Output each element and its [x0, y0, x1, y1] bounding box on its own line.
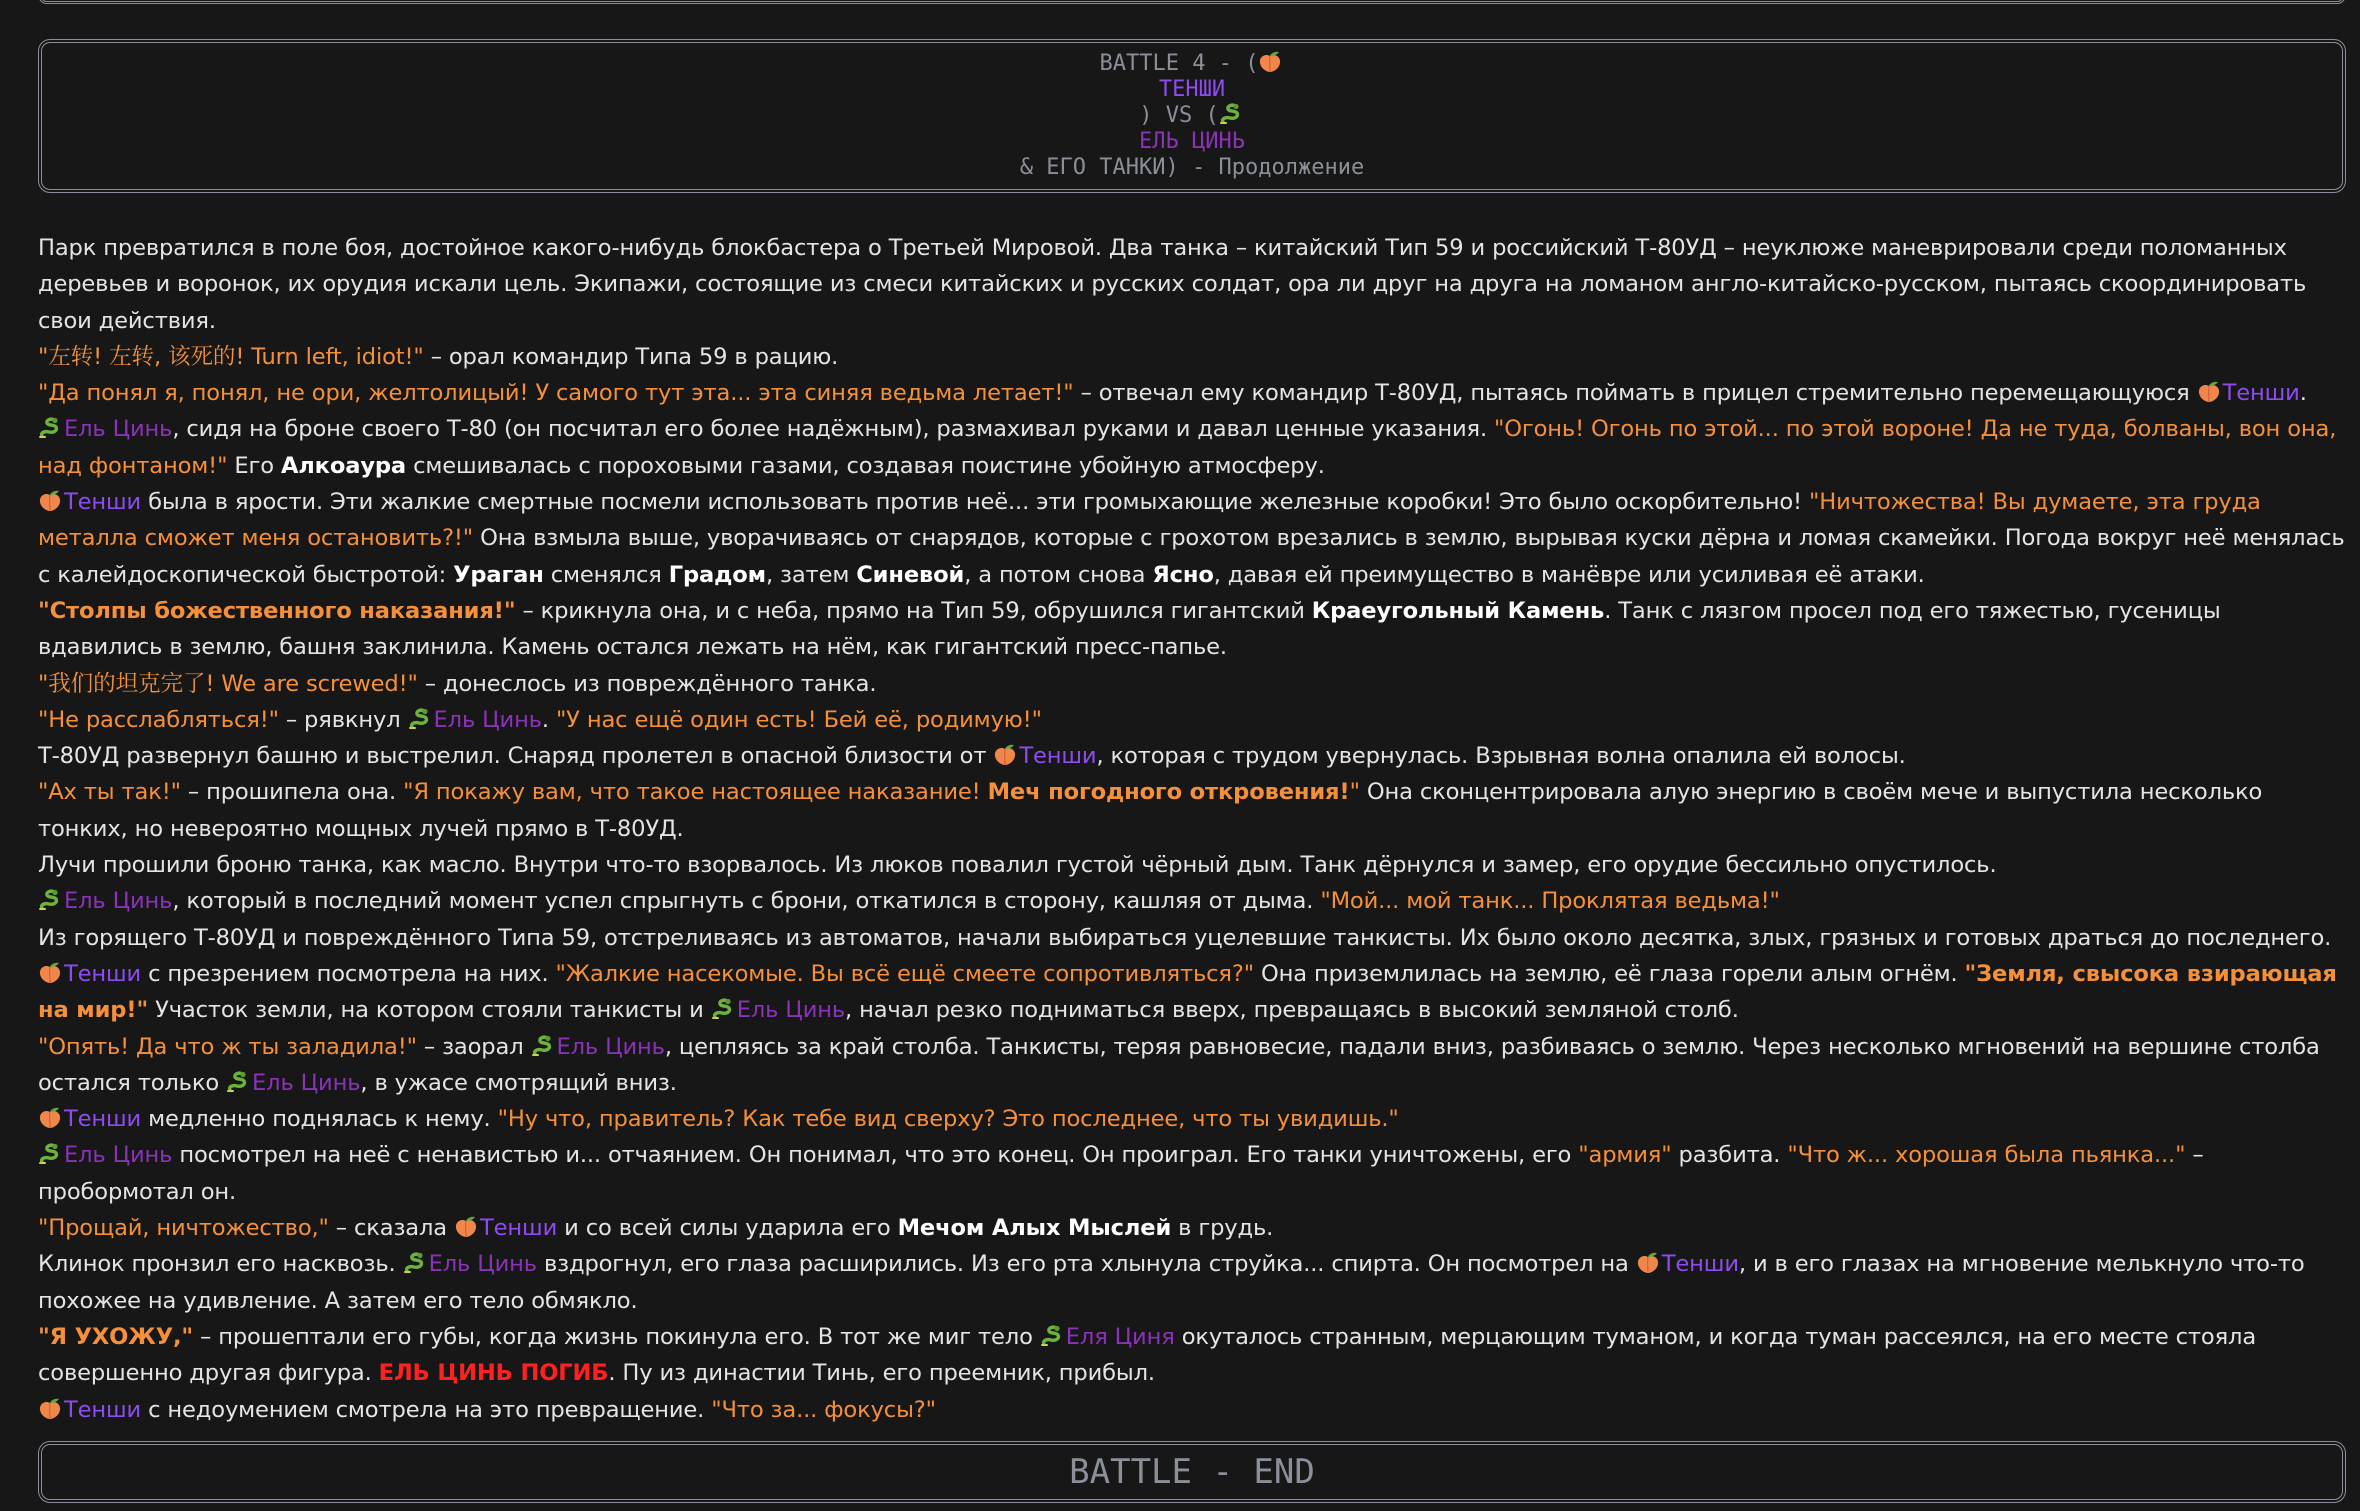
tenshi-name: Тенши [64, 960, 142, 987]
text: – прошептали его губы, когда жизнь покинула его. В тот же миг тело [193, 1323, 1040, 1350]
snake-icon [403, 1252, 427, 1274]
text: – сказала [328, 1215, 455, 1242]
text: , затем [765, 561, 857, 588]
peach-icon [993, 744, 1017, 766]
text: вздрогнул, его глаза расширились. Из его рта хлынула струйка... спирта. Он посмотрел на [536, 1251, 1636, 1278]
bold-term: Мечом Алых Мыслей [897, 1215, 1172, 1242]
text: . Танк с лязгом просел под его тяжестью, гусеницы вдавились в землю, башня заклинила. Камень остался лежать на нём, как гигантский пресс-папье. [38, 597, 2221, 661]
story-text [38, 230, 2350, 1428]
paragraph [38, 1392, 2350, 1428]
text: . [541, 706, 556, 733]
death-notice: ЕЛЬ ЦИНЬ ПОГИБ [378, 1360, 609, 1387]
text: Его [227, 452, 281, 479]
text: – заорал [416, 1033, 531, 1060]
paragraph [38, 1246, 2350, 1319]
bold-term: Градом [668, 561, 766, 588]
paragraph [38, 883, 2350, 919]
text: Она сконцентрировала алую энергию в своём мече и выпустила несколько тонких, но невероятно мощных лучей прямо в Т-80УД. [38, 779, 2263, 842]
tenshi-name: Тенши [64, 489, 142, 516]
text: – отвечал ему командир Т-80УД, пытаясь поймать в прицел стремительно перемещающуюся [1073, 380, 2197, 407]
tenshi-name: Тенши [1019, 743, 1097, 770]
paragraph [38, 339, 2350, 375]
text: посмотрел на неё с ненавистью и... отчаянием. Он понимал, что это конец. Он проиграл. Его танки уничтожены, его [172, 1142, 1579, 1169]
yel-cin-name: Ель Цинь [64, 1142, 173, 1169]
bold-term: Синевой [856, 561, 965, 588]
header-tenshi: ТЕНШИ [1158, 77, 1226, 102]
quote: "Да понял я, понял, не ори, желтолицый! У самого тут эта... эта синяя ведьма летает!" [38, 380, 1074, 407]
paragraph [38, 956, 2350, 1029]
header-yel-cin: ЕЛЬ ЦИНЬ [1139, 129, 1245, 154]
text: Клинок пронзил его насквозь. [38, 1251, 403, 1278]
tenshi-name: Тенши [64, 1396, 142, 1423]
text: и со всей силы ударила его [557, 1215, 898, 1242]
quote: "Ну что, правитель? Как тебе вид сверху? Это последнее, что ты увидишь." [497, 1106, 1399, 1133]
paragraph [38, 738, 2350, 774]
text: , а потом снова [964, 561, 1153, 588]
tenshi-name: Тенши [2222, 380, 2300, 407]
quote: "左转! 左转, 该死的! Turn left, idiot!" [38, 343, 424, 370]
header-vs: ) VS ( [1139, 103, 1219, 128]
quote: "армия" [1578, 1142, 1672, 1169]
bold-term: Краеугольный Камень [1311, 597, 1605, 624]
quote: "Я УХОЖУ," [38, 1323, 194, 1350]
quote: "我们的坦克完了! We are screwed!" [38, 670, 418, 697]
quote: "Ах ты так!" [38, 779, 181, 806]
text: с презрением посмотрела на них. [141, 960, 556, 987]
paragraph [38, 1029, 2350, 1102]
text: смешивалась с пороховыми газами, создавая поистине убойную атмосферу. [406, 452, 1325, 479]
text: , сидя на броне своего Т-80 (он посчитал его более надёжным), размахивал руками и давал ценные указания. [172, 416, 1495, 443]
previous-box-edge [38, 0, 2346, 4]
paragraph [38, 411, 2350, 484]
peach-icon [2197, 381, 2221, 403]
quote: "Что за... фокусы?" [711, 1396, 936, 1423]
quote: "Что ж... хорошая была пьянка..." [1787, 1142, 2186, 1169]
peach-icon [454, 1216, 478, 1238]
text: – донеслось из повреждённого танка. [417, 670, 877, 697]
paragraph [38, 774, 2350, 847]
bold-term: Алкоаура [280, 452, 407, 479]
yel-cin-name: Ель Цинь [736, 997, 846, 1024]
yel-cin-name: Ель Цинь [252, 1069, 361, 1096]
text: разбита. [1671, 1142, 1788, 1169]
paragraph [38, 593, 2350, 666]
text: – рявкнул [278, 706, 408, 733]
quote: "Столпы божественного наказания!" [38, 597, 516, 624]
text: сменялся [543, 561, 669, 588]
header-line5: & ЕГО ТАНКИ) - Продолжение [1019, 155, 1365, 180]
text: в грудь. [1171, 1215, 1274, 1242]
quote-bold: "Земля, свысока взирающая на мир!" [38, 960, 2337, 1024]
text: – орал командир Типа 59 в рацию. [423, 343, 839, 370]
text: Т-80УД развернул башню и выстрелил. Снаряд пролетел в опасной близости от [38, 743, 994, 770]
text: Она взмыла выше, уворачиваясь от снарядов, которые с грохотом врезались в землю, вырывая куски дёрна и ломая скамейки. Погода вокруг неё менялась с калейдоскопической быстротой: [38, 525, 2345, 588]
text: , цепляясь за край столба. Танкисты, теряя равновесие, падали вниз, разбиваясь о землю. Через несколько мгновений на вершине столба остался только [38, 1033, 2320, 1096]
snake-icon [38, 889, 62, 911]
header-line1: BATTLE 4 - ( [1099, 51, 1259, 76]
snake-icon [1219, 103, 1243, 125]
text: Участок земли, на котором стояли танкисты и [148, 997, 711, 1024]
text: , который в последний момент успел спрыгнуть с брони, откатился в сторону, кашляя от дыма. [172, 888, 1321, 915]
text: , давая ей преимущество в манёвре или усиливая её атаки. [1213, 561, 1925, 588]
text: , и в его глазах на мгновение мелькнуло что-то похожее на удивление. А затем его тело обмякло. [38, 1251, 2305, 1314]
peach-icon [38, 490, 62, 512]
text: . Пу из династии Тинь, его преемник, прибыл. [608, 1360, 1155, 1387]
text: окуталось странным, мерцающим туманом, и когда туман рассеялся, на его месте стояла совершенно другая фигура. [38, 1323, 2257, 1387]
peach-icon [38, 1398, 62, 1420]
bold-term: Ураган [453, 561, 544, 588]
text: Она приземлилась на землю, её глаза горели алым огнём. [1253, 960, 1965, 987]
peach-icon [38, 1107, 62, 1129]
quote: "Мой... мой танк... Проклятая ведьма!" [1320, 888, 1780, 915]
snake-icon [38, 417, 62, 439]
paragraph [38, 484, 2350, 593]
quote: "У нас ещё один есть! Бей её, родимую!" [555, 706, 1042, 733]
text: Парк превратился в поле боя, достойное какого-нибудь блокбастера о Третьей Мировой. Два танка – китайский Тип 59 и российский Т-80УД – неуклюже маневрировали среди поломанных деревьев и воронок, их орудия искали цель. Экипажи, состоящие из смеси китайских и русских солдат, ора ли друг на друга на ломаном англо-китайско-русском, пытаясь скоординировать свои действия. [38, 235, 2307, 334]
snake-icon [711, 998, 735, 1020]
snake-icon [226, 1071, 250, 1093]
paragraph [38, 230, 2350, 339]
paragraph [38, 702, 2350, 738]
text: , которая с трудом увернулась. Взрывная волна опалила ей волосы. [1096, 743, 1906, 770]
paragraph [38, 666, 2350, 702]
peach-icon [1636, 1252, 1660, 1274]
peach-icon [1258, 51, 1282, 73]
quote: " [1349, 779, 1360, 806]
quote: "Прощай, ничтожество," [38, 1215, 329, 1242]
quote-bold: Меч погодного откровения! [987, 779, 1350, 806]
tenshi-name: Тенши [1661, 1251, 1739, 1278]
text: Из горящего Т-80УД и повреждённого Типа 59, отстреливаясь из автоматов, начали выбираться уцелевшие танкисты. Их было около десятка, злых, грязных и готовых драться до последнего. [38, 924, 2332, 951]
yel-cin-name: Ель Цинь [428, 1251, 537, 1278]
quote: "Не расслабляться!" [38, 706, 279, 733]
snake-icon [531, 1035, 555, 1057]
paragraph [38, 847, 2350, 883]
tenshi-name: Тенши [64, 1106, 142, 1133]
paragraph [38, 1101, 2350, 1137]
text: , в ужасе смотрящий вниз. [360, 1069, 677, 1096]
text: с недоумением смотрела на это превращение. [141, 1396, 712, 1423]
yel-cin-name: Ель Цинь [433, 706, 542, 733]
paragraph [38, 1137, 2350, 1210]
bold-term: Ясно [1152, 561, 1214, 588]
yel-cin-name: Ель Цинь [64, 416, 173, 443]
battle-header [38, 39, 2346, 193]
snake-icon [38, 1143, 62, 1165]
footer-title: BATTLE - END [1069, 1452, 1315, 1492]
paragraph [38, 375, 2350, 411]
quote: "Я покажу вам, что такое настоящее наказание! [403, 779, 988, 806]
text: – пробормотал он. [38, 1142, 2204, 1205]
battle-footer [38, 1441, 2346, 1503]
text: . [2299, 380, 2307, 407]
text: – крикнула она, и с неба, прямо на Тип 59, обрушился гигантский [515, 597, 1312, 624]
quote: "Жалкие насекомые. Вы всё ещё смеете сопротивляться?" [555, 960, 1254, 987]
quote: "Огонь! Огонь по этой... по этой вороне! Да не туда, болваны, вон она, над фонтаном!" [38, 416, 2337, 479]
quote: "Ничтожества! Вы думаете, эта груда металла сможет меня остановить?!" [38, 489, 2261, 552]
text: медленно поднялась к нему. [141, 1106, 498, 1133]
yel-cin-name: Еля Циня [1065, 1323, 1175, 1350]
peach-icon [38, 962, 62, 984]
text: была в ярости. Эти жалкие смертные посмели использовать против неё... эти громыхающие железные коробки! Это было оскорбительно! [141, 489, 1809, 516]
text: , начал резко подниматься вверх, превращаясь в высокий земляной столб. [845, 997, 1739, 1024]
snake-icon [408, 708, 432, 730]
quote: "Опять! Да что ж ты заладила!" [38, 1033, 417, 1060]
text: – прошипела она. [180, 779, 404, 806]
paragraph [38, 1210, 2350, 1246]
paragraph [38, 920, 2350, 956]
text: Лучи прошили броню танка, как масло. Внутри что-то взорвалось. Из люков повалил густой чёрный дым. Танк дёрнулся и замер, его орудие бессильно опустилось. [38, 852, 1997, 879]
paragraph [38, 1319, 2350, 1392]
yel-cin-name: Ель Цинь [556, 1033, 665, 1060]
snake-icon [1040, 1325, 1064, 1347]
tenshi-name: Тенши [480, 1215, 558, 1242]
yel-cin-name: Ель Цинь [64, 888, 173, 915]
